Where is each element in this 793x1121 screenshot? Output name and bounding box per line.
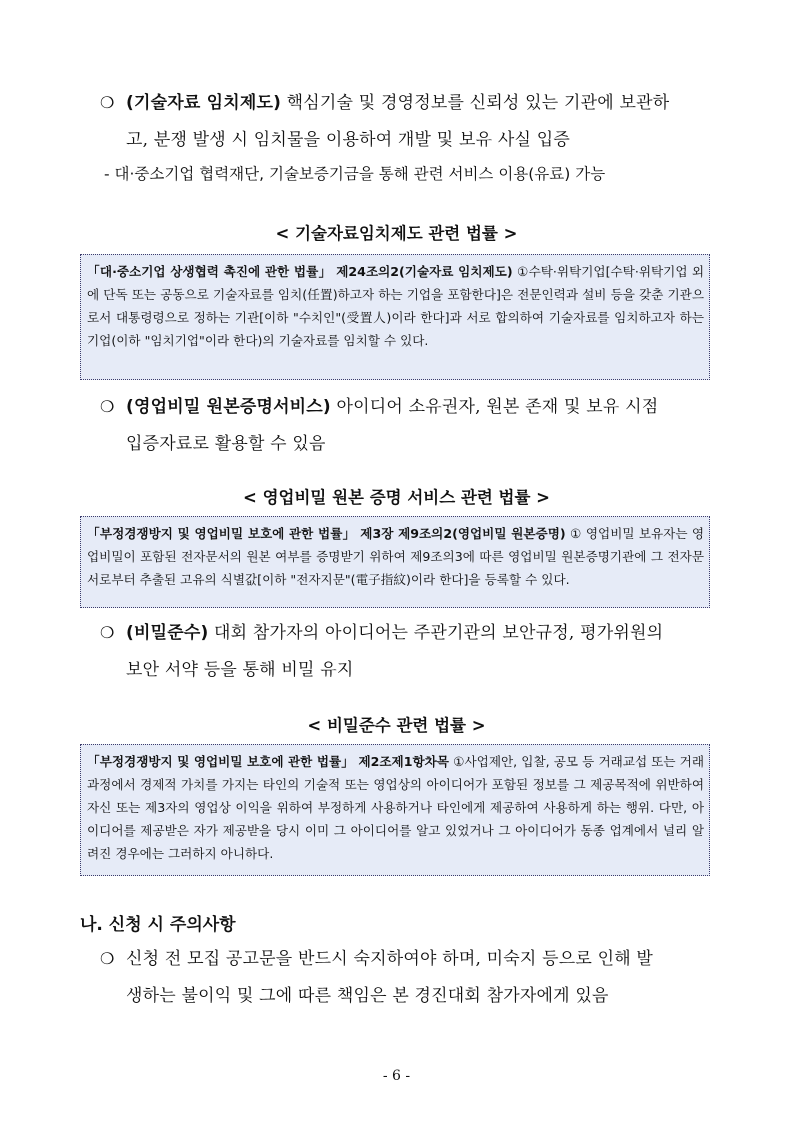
confidentiality-item bbox=[100, 614, 740, 689]
trade-secret-law-ref: 「부정경쟁방지 및 영업비밀 보호에 관한 법률」 제3장 제9조의2(영업비밀 원본증명) bbox=[87, 526, 566, 541]
circle-bullet-icon: ❍ bbox=[100, 949, 115, 968]
tech-escrow-law-ref: 「대·중소기업 상생협력 촉진에 관한 법률」 제24조의2(기술자료 임치제도) bbox=[87, 264, 513, 279]
tech-escrow-item bbox=[100, 84, 740, 159]
tech-escrow-law-box bbox=[80, 254, 710, 380]
trade-secret-line2: 입증자료로 활용할 수 있음 bbox=[126, 434, 326, 454]
confidentiality-law-text: ①사업제안, 입찰, 공모 등 거래교섭 또는 거래과정에서 경제적 가치를 가지는 타인의 기술적 또는 영업상의 아이디어가 포함된 정보를 그 제공목적에 위반하여 자신 또는 제3자의 영업상 이익을 위하여 부정하게 사용하거나 타인에게 제공하여 사용하게 하는 행위. 다만, 아이디어를 제공받은 자가 제공받을 당시 이미 그 아이디어를 알고 있었거나 그 아이디어가 동종 업계에서 널리 알려진 경우에는 그러하지 아니하다. bbox=[87, 754, 704, 861]
tech-escrow-law-heading: < 기술자료임치제도 관련 법률 > bbox=[275, 224, 518, 243]
section-notice-item bbox=[100, 940, 740, 1015]
trade-secret-line1: 아이디어 소유권자, 원본 존재 및 보유 시점 bbox=[330, 397, 659, 417]
section-line2: 생하는 불이익 및 그에 따른 책임은 본 경진대회 참가자에게 있음 bbox=[126, 986, 609, 1006]
circle-bullet-icon: ❍ bbox=[100, 623, 115, 642]
tech-escrow-law-text: ①수탁·위탁기업[수탁·위탁기업 외에 단독 또는 공동으로 기술자료를 임치(任置)하고자 하는 기업을 포함한다]은 전문인력과 설비 등을 갖춘 기관으로서 대통령령으로 정하는 기관[이하 "수치인"(受置人)이라 한다]과 서로 합의하여 기술자료를 임치하고자 하는 기업(이하 "임치기업"이라 한다)의 기술자료를 임치할 수 있다. bbox=[87, 264, 704, 348]
trade-secret-law-box bbox=[80, 516, 710, 608]
confidentiality-law-heading: < 비밀준수 관련 법률 > bbox=[307, 716, 486, 735]
tech-escrow-note: - 대·중소기업 협력재단, 기술보증기금을 통해 관련 서비스 이용(유료) 가능 bbox=[104, 165, 606, 183]
trade-secret-title: (영업비밀 원본증명서비스) bbox=[126, 397, 331, 417]
section-line1: 신청 전 모집 공고문을 반드시 숙지하여야 하며, 미숙지 등으로 인해 발 bbox=[126, 949, 654, 969]
trade-secret-law-text: ① 영업비밀 보유자는 영업비밀이 포함된 전자문서의 원본 여부를 증명받기 위하여 제9조의3에 따른 영업비밀 원본증명기관에 그 전자문서로부터 추출된 고유의 식별값[이하 "전자지문"(電子指紋)이라 한다]을 등록할 수 있다. bbox=[87, 526, 704, 587]
tech-escrow-title: (기술자료 임치제도) bbox=[126, 93, 282, 113]
section-title: 나. 신청 시 주의사항 bbox=[80, 915, 236, 935]
confidentiality-line1: 대회 참가자의 아이디어는 주관기관의 보안규정, 평가위원의 bbox=[208, 623, 664, 643]
trade-secret-item bbox=[100, 388, 740, 463]
tech-escrow-line1: 핵심기술 및 경영정보를 신뢰성 있는 기관에 보관하 bbox=[281, 93, 670, 113]
confidentiality-law-box bbox=[80, 744, 710, 876]
circle-bullet-icon: ❍ bbox=[100, 93, 115, 112]
page-number: - 6 - bbox=[382, 1068, 411, 1084]
tech-escrow-line2: 고, 분쟁 발생 시 임치물을 이용하여 개발 및 보유 사실 입증 bbox=[126, 130, 570, 150]
confidentiality-law-ref: 「부정경쟁방지 및 영업비밀 보호에 관한 법률」 제2조제1항차목 bbox=[87, 754, 449, 769]
confidentiality-title: (비밀준수) bbox=[126, 623, 209, 643]
confidentiality-line2: 보안 서약 등을 통해 비밀 유지 bbox=[126, 660, 354, 680]
circle-bullet-icon: ❍ bbox=[100, 397, 115, 416]
trade-secret-law-heading: < 영업비밀 원본 증명 서비스 관련 법률 > bbox=[243, 488, 550, 507]
